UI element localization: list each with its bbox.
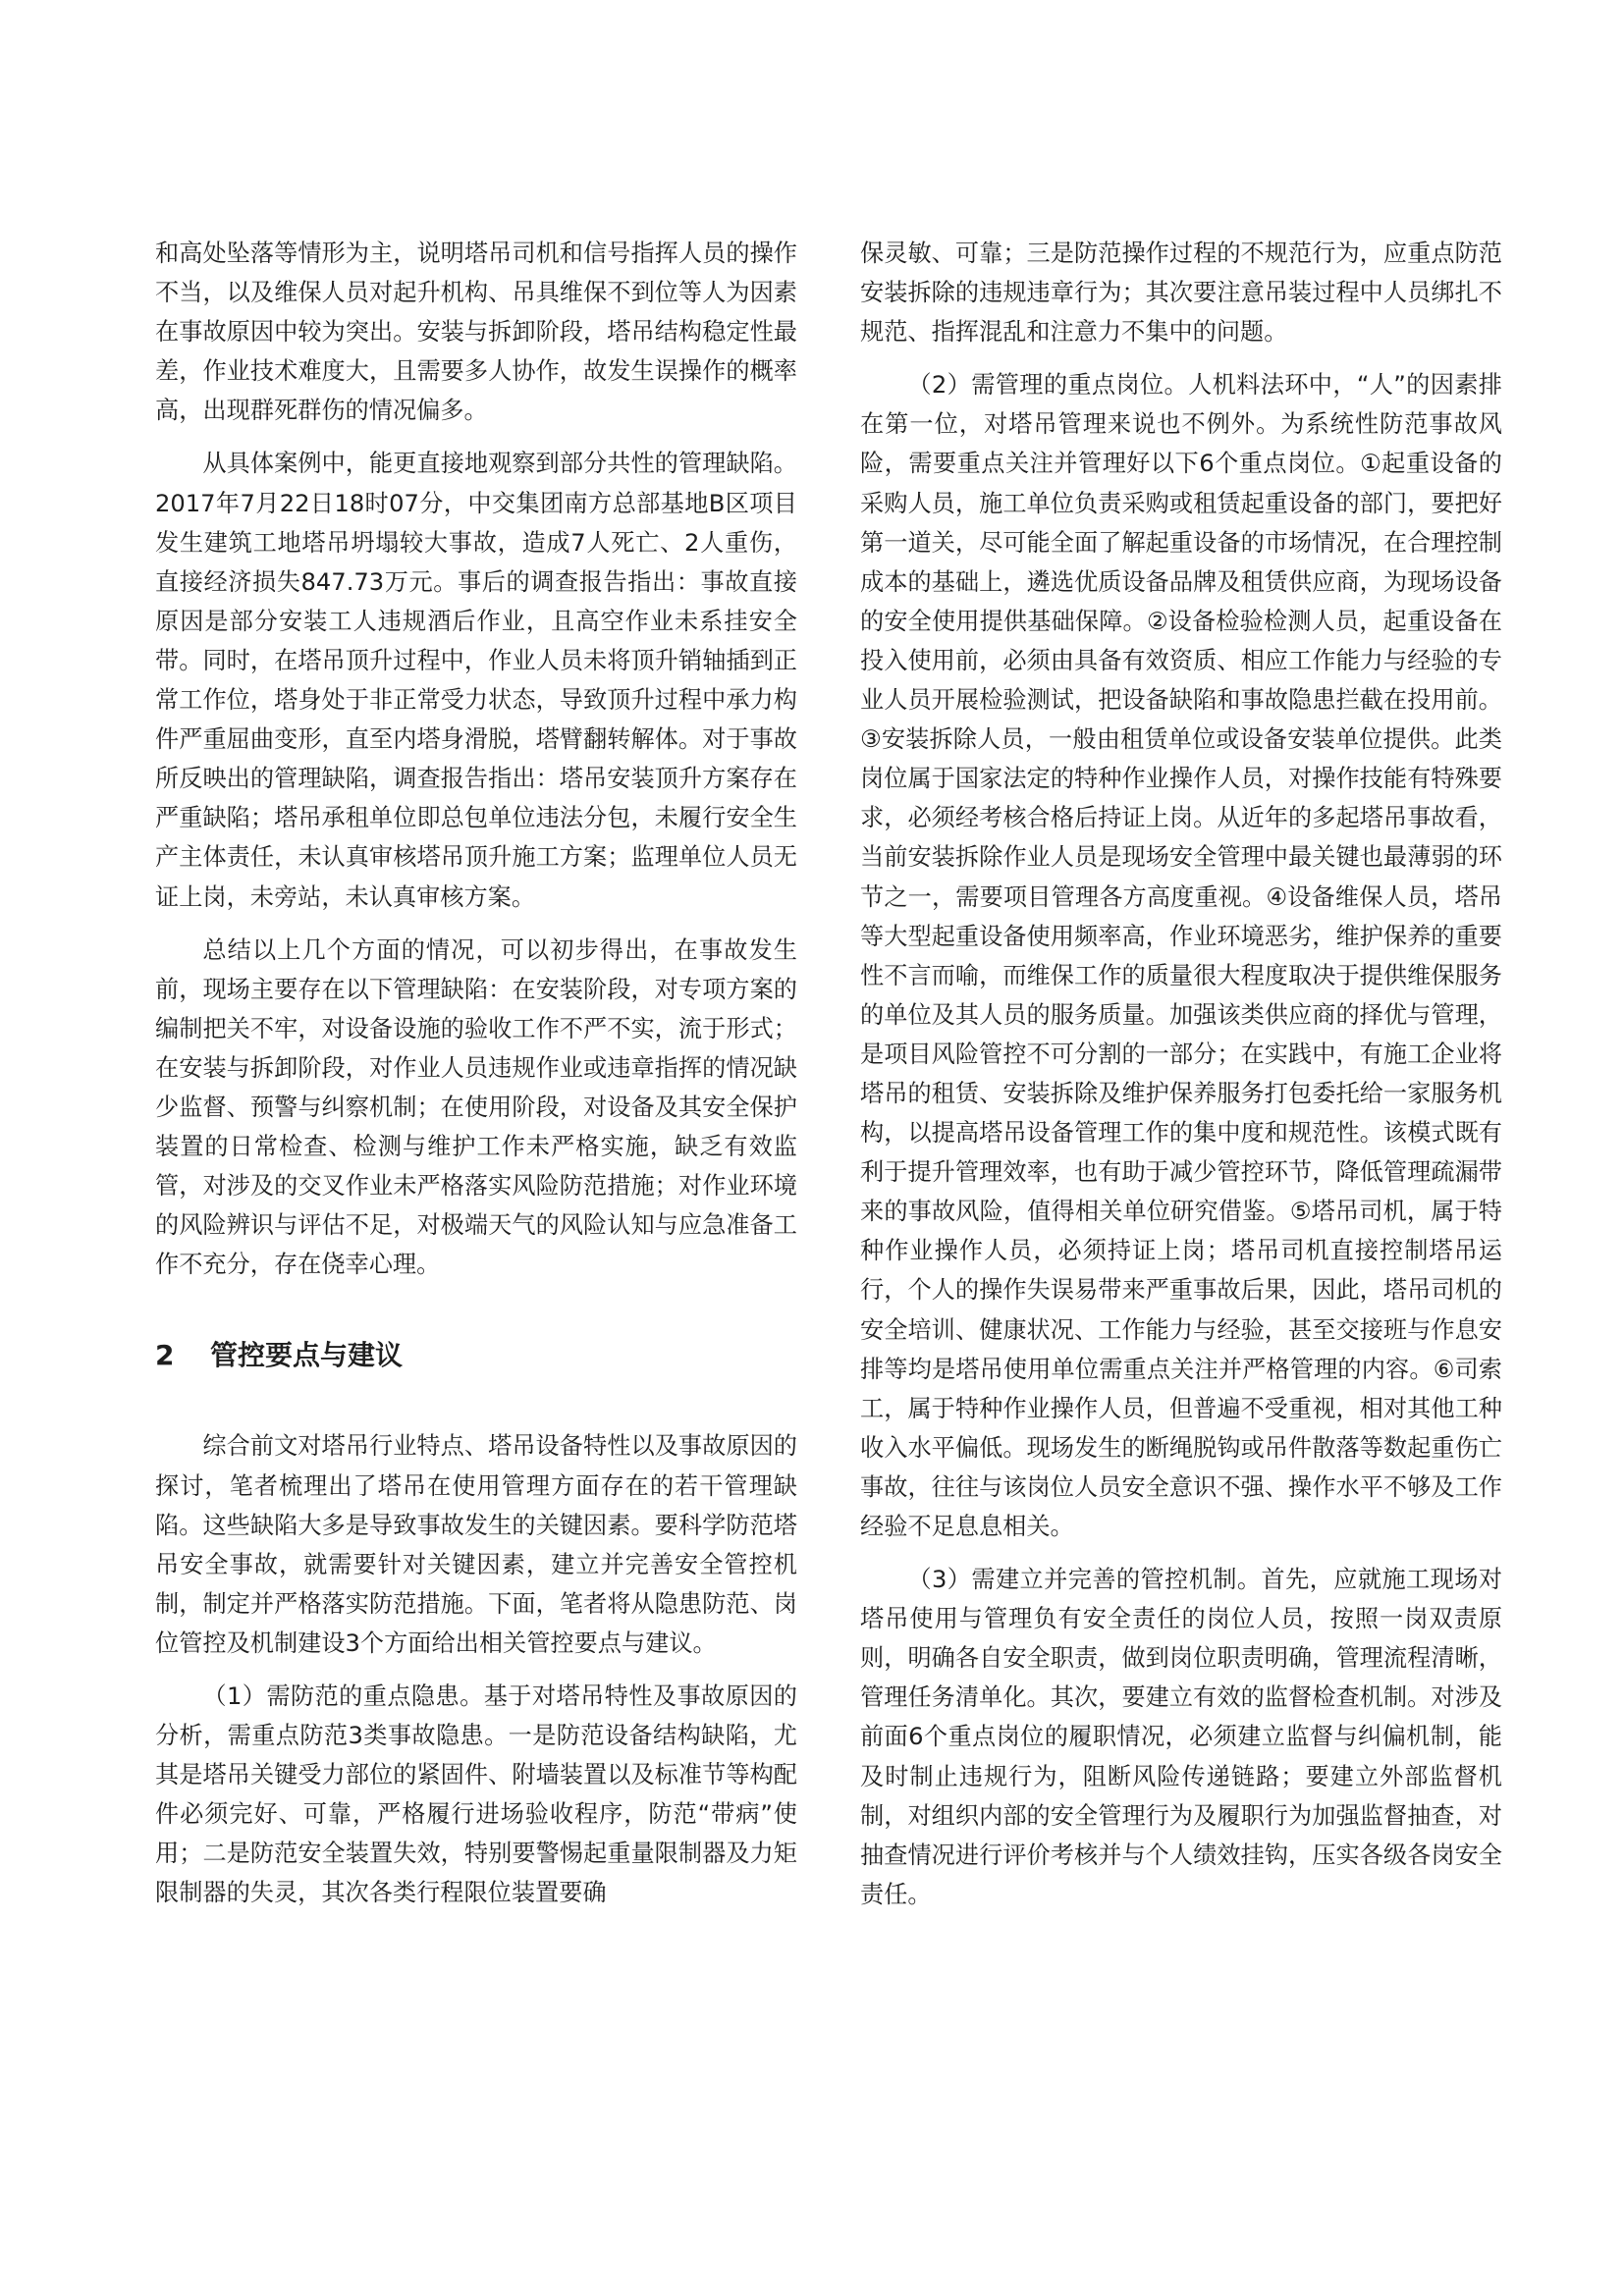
- paragraph: 从具体案例中，能更直接地观察到部分共性的管理缺陷。2017年7月22日18时07分，中交集团南方总部基地B区项目发生建筑工地塔吊坍塌较大事故，造成7人死亡、2人重伤，直接经济损失847.73万元。事后的调查报告指出：事故直接原因是部分安装工人违规酒后作业，且高空作业未系挂安全带。同时，在塔吊顶升过程中，作业人员未将顶升销轴插到正常工作位，塔身处于非正常受力状态，导致顶升过程中承力构件严重屈曲变形，直至内塔身滑脱，塔臂翻转解体。对于事故所反映出的管理缺陷，调查报告指出：塔吊安装顶升方案存在严重缺陷；塔吊承租单位即总包单位违法分包，未履行安全生产主体责任，未认真审核塔吊顶升施工方案；监理单位人员无证上岗，未旁站，未认真审核方案。: [155, 450, 797, 911]
- section-number: 2: [155, 1339, 175, 1372]
- paragraph: （3）需建立并完善的管控机制。首先，应就施工现场对塔吊使用与管理负有安全责任的岗位人员，按照一岗双责原则，明确各自安全职责，做到岗位职责明确，管理流程清晰，管理任务清单化。其次，要建立有效的监督检查机制。对涉及前面6个重点岗位的履职情况，必须建立监督与纠偏机制，能及时制止违规行为，阻断风险传递链路；要建立外部监督机制，对组织内部的安全管理行为及履职行为加强监督抽查，对抽查情况进行评价考核并与个人绩效挂钩，压实各级各岗安全责任。: [860, 1566, 1502, 1908]
- paragraph: 总结以上几个方面的情况，可以初步得出，在事故发生前，现场主要存在以下管理缺陷：在安装阶段，对专项方案的编制把关不牢，对设备设施的验收工作不严不实，流于形式；在安装与拆卸阶段，对作业人员违规作业或违章指挥的情况缺少监督、预警与纠察机制；在使用阶段，对设备及其安全保护装置的日常检查、检测与维护工作未严格实施，缺乏有效监管，对涉及的交叉作业未严格落实风险防范措施；对作业环境的风险辨识与评估不足，对极端天气的风险认知与应急准备工作不充分，存在侥幸心理。: [155, 935, 797, 1279]
- paragraph: 保灵敏、可靠；三是防范操作过程的不规范行为，应重点防范安装拆除的违规违章行为；其次要注意吊装过程中人员绑扎不规范、指挥混乱和注意力不集中的问题。: [860, 240, 1502, 347]
- section-heading: [155, 1336, 797, 1375]
- paragraph: （1）需防范的重点隐患。基于对塔吊特性及事故原因的分析，需重点防范3类事故隐患。一是防范设备结构缺陷，尤其是塔吊关键受力部位的紧固件、附墙装置以及标准节等构配件必须完好、可靠，严格履行进场验收程序，防范“带病”使用；二是防范安全装置失效，特别要警惕起重量限制器及力矩限制器的失灵，其次各类行程限位装置要确: [155, 1682, 797, 1907]
- left-column: [155, 234, 797, 1913]
- section-title: 管控要点与建议: [210, 1339, 404, 1372]
- paragraph: （2）需管理的重点岗位。人机料法环中，“人”的因素排在第一位，对塔吊管理来说也不例外。为系统性防范事故风险，需要重点关注并管理好以下6个重点岗位。①起重设备的采购人员，施工单位负责采购或租赁起重设备的部门，要把好第一道关，尽可能全面了解起重设备的市场情况，在合理控制成本的基础上，遴选优质设备品牌及租赁供应商，为现场设备的安全使用提供基础保障。②设备检验检测人员，起重设备在投入使用前，必须由具备有效资质、相应工作能力与经验的专业人员开展检验测试，把设备缺陷和事故隐患拦截在投用前。③安装拆除人员，一般由租赁单位或设备安装单位提供。此类岗位属于国家法定的特种作业操作人员，对操作技能有特殊要求，必须经考核合格后持证上岗。从近年的多起塔吊事故看，当前安装拆除作业人员是现场安全管理中最关键也最薄弱的环节之一，需要项目管理各方高度重视。④设备维保人员，塔吊等大型起重设备使用频率高，作业环境恶劣，维护保养的重要性不言而喻，而维保工作的质量很大程度取决于提供维保服务的单位及其人员的服务质量。加强该类供应商的择优与管理，是项目风险管控不可分割的一部分；在实践中，有施工企业将塔吊的租赁、安装拆除及维护保养服务打包委托给一家服务机构，以提高塔吊设备管理工作的集中度和规范性。该模式既有利于提升管理效率，也有助于减少管控环节，降低管理疏漏带来的事故风险，值得相关单位研究借鉴。⑤塔吊司机，属于特种作业操作人员，必须持证上岗；塔吊司机直接控制塔吊运行，个人的操作失误易带来严重事故后果，因此，塔吊司机的安全培训、健康状况、工作能力与经验，甚至交接班与作息安排等均是塔吊使用单位需重点关注并严格管理的内容。⑥司索工，属于特种作业操作人员，但普遍不受重视，相对其他工种收入水平偏低。现场发生的断绳脱钩或吊件散落等数起重伤亡事故，往往与该岗位人员安全意识不强、操作水平不够及工作经验不足息息相关。: [860, 371, 1502, 1540]
- paragraph: 和高处坠落等情形为主，说明塔吊司机和信号指挥人员的操作不当，以及维保人员对起升机构、吊具维保不到位等人为因素在事故原因中较为突出。安装与拆卸阶段，塔吊结构稳定性最差，作业技术难度大，且需要多人协作，故发生误操作的概率高，出现群死群伤的情况偏多。: [155, 240, 797, 425]
- right-column: [860, 234, 1502, 1914]
- paragraph: 综合前文对塔吊行业特点、塔吊设备特性以及事故原因的探讨，笔者梳理出了塔吊在使用管理方面存在的若干管理缺陷。这些缺陷大多是导致事故发生的关键因素。要科学防范塔吊安全事故，就需要针对关键因素，建立并完善安全管控机制，制定并严格落实防范措施。下面，笔者将从隐患防范、岗位管控及机制建设3个方面给出相关管控要点与建议。: [155, 1432, 797, 1657]
